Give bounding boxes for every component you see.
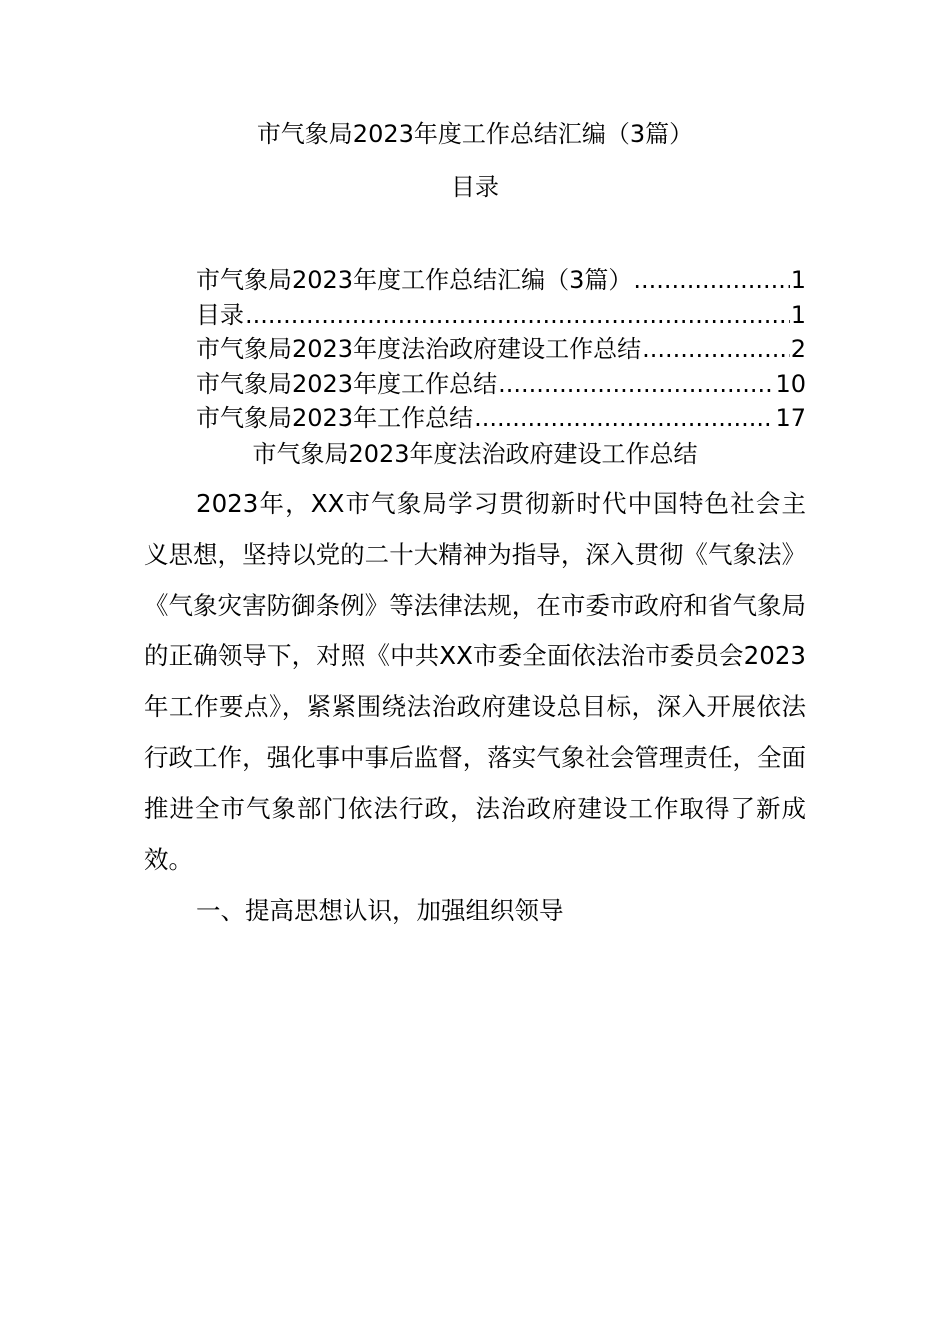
toc-dot-leader xyxy=(498,367,774,402)
toc-dot-leader xyxy=(642,332,790,367)
toc-entry-page: 1 xyxy=(790,300,806,329)
toc-entry-label: 市气象局2023年度工作总结汇编（3篇） xyxy=(196,266,633,294)
toc-dot-leader xyxy=(245,298,790,333)
toc-dot-leader xyxy=(633,263,789,298)
toc-heading: 目录 xyxy=(451,173,499,201)
toc-entry-page: 2 xyxy=(790,335,806,363)
toc-entry-label: 市气象局2023年工作总结 xyxy=(196,404,474,432)
toc-entry[interactable] xyxy=(196,367,806,402)
document-title: 市气象局2023年度工作总结汇编（3篇） xyxy=(256,120,694,148)
toc-entry[interactable] xyxy=(196,298,806,333)
section-subheading: 一、提高思想认识，加强组织领导 xyxy=(196,896,564,925)
toc-entry[interactable] xyxy=(196,263,806,298)
toc-entry[interactable] xyxy=(196,401,806,436)
toc-entry-label: 市气象局2023年度工作总结 xyxy=(196,369,498,398)
toc-entry[interactable] xyxy=(196,332,806,367)
table-of-contents xyxy=(196,263,806,436)
section-title: 市气象局2023年度法治政府建设工作总结 xyxy=(252,440,698,468)
toc-dot-leader xyxy=(474,401,774,436)
toc-entry-label: 市气象局2023年度法治政府建设工作总结 xyxy=(196,335,642,363)
toc-entry-page: 1 xyxy=(790,266,806,294)
toc-entry-label: 目录 xyxy=(196,300,244,329)
toc-entry-page: 10 xyxy=(775,369,806,398)
toc-entry-page: 17 xyxy=(775,404,806,432)
body-paragraph: 2023年，XX市气象局学习贯彻新时代中国特色社会主义思想，坚持以党的二十大精神为指导，深入贯彻《气象法》《气象灾害防御条例》等法律法规，在市委市政府和省气象局的正确领导下，对照《中共XX市委全面依法治市委员会2023年工作要点》，紧紧围绕法治政府建设总目标，深入开展依法行政工作，强化事中事后监督，落实气象社会管理责任，全面推进全市气象部门依法行政，法治政府建设工作取得了新成效。 xyxy=(144,489,806,874)
